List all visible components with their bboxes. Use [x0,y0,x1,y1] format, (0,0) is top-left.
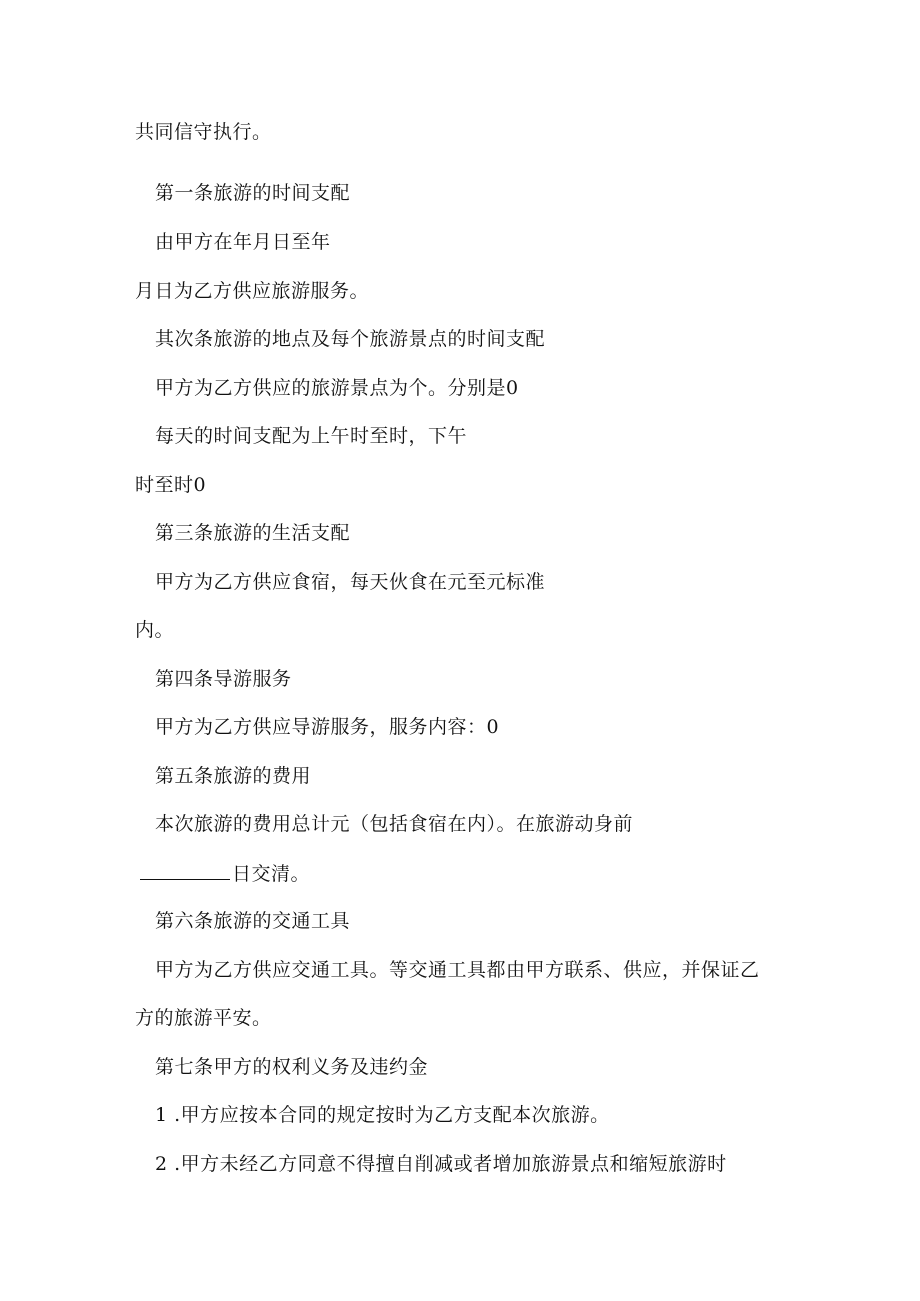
blank-underline [140,861,230,880]
text-line: 共同信守执行。 [135,121,272,143]
list-item: 2 .甲方未经乙方同意不得擅自削减或者增加旅游景点和缩短旅游时 [155,1153,727,1175]
text-line: 由甲方在年月日至年 [155,231,331,253]
text-line: 月日为乙方供应旅游服务。 [135,280,370,302]
text-line: 每天的时间支配为上午时至时，下午 [155,425,468,447]
section-heading: 其次条旅游的地点及每个旅游景点的时间支配 [155,328,546,350]
list-item: 1 .甲方应按本合同的规定按时为乙方支配本次旅游。 [155,1104,610,1126]
section-heading: 第四条导游服务 [155,668,292,690]
section-heading: 第七条甲方的权利义务及违约金 [155,1056,429,1078]
text-line: 时至时0 [135,474,207,496]
text-line: 本次旅游的费用总计元（包括食宿在内）。在旅游动身前 [155,813,634,835]
text-line: 内。 [135,619,175,641]
text-line: 甲方为乙方供应的旅游景点为个。分别是0 [155,377,519,399]
text-line: 甲方为乙方供应交通工具。等交通工具都由甲方联系、供应，并保证乙 [155,959,760,981]
text-line: 甲方为乙方供应食宿，每天伙食在元至元标准 [155,571,546,593]
text-line: 方的旅游平安。 [135,1007,272,1029]
section-heading: 第六条旅游的交通工具 [155,910,351,932]
text-line: 日交清。 [232,863,311,885]
section-heading: 第一条旅游的时间支配 [155,182,351,204]
section-heading: 第五条旅游的费用 [155,765,312,787]
text-line: 甲方为乙方供应导游服务，服务内容：0 [155,716,500,738]
fill-in-line [140,861,310,886]
section-heading: 第三条旅游的生活支配 [155,522,351,544]
